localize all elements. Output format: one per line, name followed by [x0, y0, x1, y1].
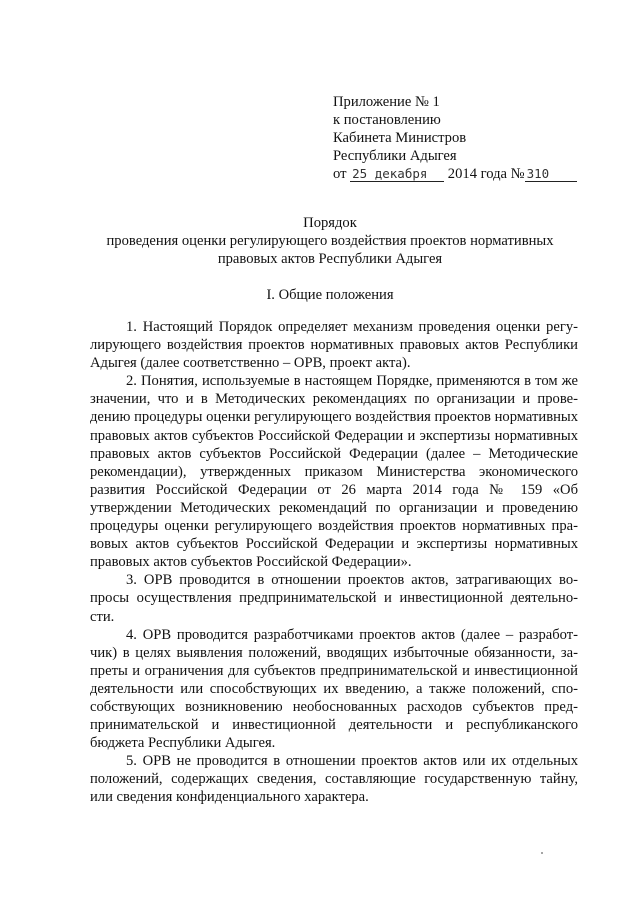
- appendix-date-line: [333, 165, 577, 183]
- paragraph-5: 5. ОРВ не проводится в отношении проектов актов или их отдельных положений, содержащих сведения, составляющие государственную тайну, или сведения конфиденциального характера.: [90, 753, 578, 806]
- document-subtitle-line-2: правовых актов Республики Адыгея: [217, 251, 443, 267]
- appendix-line-1: Приложение № 1: [333, 94, 440, 110]
- date-prefix: от: [333, 166, 347, 182]
- document-subtitle-line-1: проведения оценки регулирующего воздействия проектов нормативных: [106, 233, 554, 249]
- paragraph-2: 2. Понятия, используемые в настоящем Порядке, применяются в том же значении, что и в Методических рекомендациях по организации и проведению процедуры оценки регулирующего воздействия проектов нормативных правовых актов субъектов Российской Федерации и экспертизы нормативных правовых актов субъектов Российской Федерации (далее – Методические рекомендации), утвержденных приказом Министерства экономического развития Российской Федерации от 26 марта 2014 года № 159 «Об утверждении Методических рекомендаций по организации и проведению процедуры оценки регулирующего воздействия проектов нормативных правовых актов субъектов Российской Федерации и экспертизы нормативных правовых актов субъектов Российской Федерации».: [90, 373, 578, 571]
- appendix-line-3: Кабинета Министров: [333, 130, 467, 146]
- paragraph-3: 3. ОРВ проводится в отношении проектов актов, затрагивающих вопросы осуществления предпринимательской и инвестиционной деятельности.: [90, 572, 578, 625]
- appendix-line-4: Республики Адыгея: [333, 148, 457, 164]
- handwritten-date: 25 декабря: [350, 166, 444, 182]
- appendix-line-2: к постановлению: [333, 112, 441, 128]
- appendix-block: [333, 93, 577, 183]
- handwritten-number: 310: [525, 166, 577, 182]
- section-heading: I. Общие положения: [266, 287, 394, 303]
- document-title: Порядок: [303, 215, 357, 231]
- document-body: [90, 318, 578, 807]
- paragraph-4: 4. ОРВ проводится разработчиками проектов актов (далее – разработчик) в целях выявления положений, вводящих избыточные обязанности, запреты и ограничения для субъектов предпринимательской и инвестиционной деятельности или способствующих их введению, а также положений, способствующих возникновению необоснованных расходов субъектов предпринимательской и инвестиционной деятельности и республиканского бюджета Республики Адыгея.: [90, 626, 578, 752]
- date-year-text: 2014 года №: [447, 166, 525, 182]
- paragraph-1: 1. Настоящий Порядок определяет механизм проведения оценки регулирующего воздействия проектов нормативных правовых актов Республики Адыгея (далее соответственно – ОРВ, проект акта).: [90, 319, 578, 372]
- scan-speck: [541, 852, 543, 854]
